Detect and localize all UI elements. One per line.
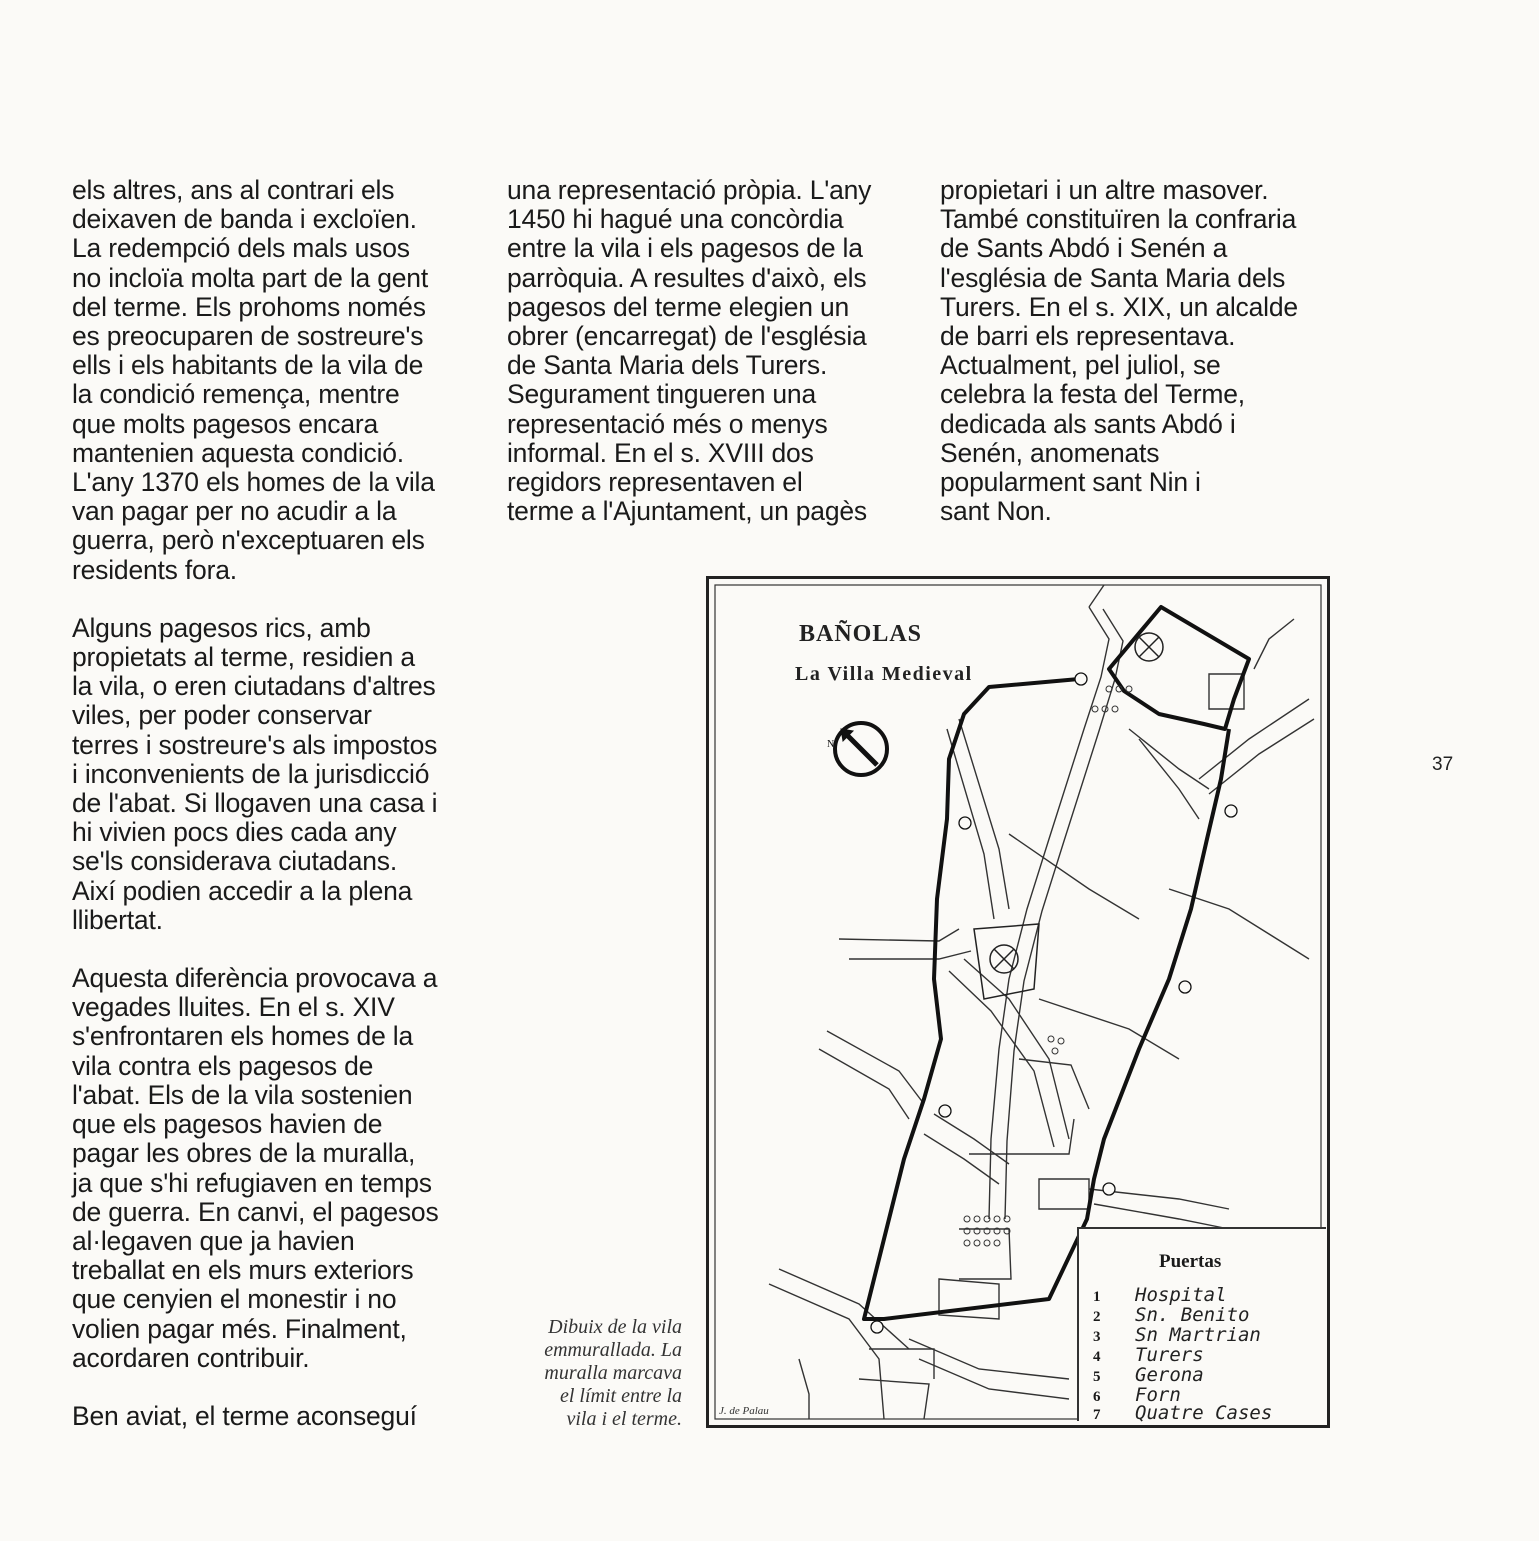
text-line: Alguns pagesos rics, amb [72,612,371,643]
text-column-1 [72,176,482,1460]
text-line: treballat en els murs exteriors [72,1255,414,1286]
text-line: vila contra els pagesos de [72,1050,374,1081]
caption-line: el límit entre la [559,1385,682,1407]
caption-line: muralla marcava [544,1362,682,1384]
legend-number: 7 [1093,1407,1101,1423]
text-line: Ben aviat, el terme aconseguí [72,1400,417,1431]
text-line: ja que s'hi refugiaven en temps [72,1167,432,1198]
text-line: parròquia. A resultes d'això, els [507,262,867,293]
text-line: Turers. En el s. XIX, un alcalde [940,291,1298,322]
text-line: obrer (encarregat) de l'església [507,321,867,352]
map-title: BAÑOLAS [799,621,923,647]
text-line: de Sants Abdó i Senén a [940,233,1228,264]
text-line: de l'abat. Si llogaven una casa i [72,788,438,819]
caption-line: emmurallada. La [544,1339,682,1361]
text-line: terme a l'Ajuntament, un pagès [507,496,867,527]
legend-item [1093,1403,1272,1425]
legend-number: 4 [1093,1349,1101,1365]
text-line: informal. En el s. XVIII dos [507,437,814,468]
text-line: al·legaven que ja havien [72,1225,355,1256]
text-line: viles, per poder conservar [72,700,372,731]
legend-title: Puertas [1159,1251,1222,1272]
text-line: pagesos del terme elegien un [507,291,850,322]
legend-name: Gerona [1135,1364,1204,1386]
text-line: Senén, anomenats [940,437,1160,468]
text-line: llibertat. [72,904,163,935]
text-line: de Santa Maria dels Turers. [507,350,828,381]
text-line: hi vivien pocs dies cada any [72,817,397,848]
paragraph [507,176,912,526]
text-line: es preocuparen de sostreure's [72,321,424,352]
paragraph [72,176,482,585]
text-line: També constituïren la confraria [940,204,1297,235]
map-subtitle: La Villa Medieval [795,663,973,685]
legend-name: Quatre Cases [1135,1402,1273,1424]
medieval-town-map [706,576,1330,1428]
text-column-3 [940,176,1345,555]
text-line: la vila, o eren ciutadans d'altres [72,671,436,702]
text-line: sant Non. [940,496,1052,527]
text-line: regidors representaven el [507,467,803,498]
text-line: representació més o menys [507,408,828,439]
text-line: pagar les obres de la muralla, [72,1138,416,1169]
text-line: de guerra. En canvi, el pagesos [72,1196,439,1227]
text-line: Així podien accedir a la plena [72,875,413,906]
caption-line: Dibuix de la vila [548,1316,682,1338]
text-line: que molts pagesos encara [72,408,379,439]
legend-number: 2 [1093,1309,1101,1325]
text-line: Segurament tingueren una [507,379,817,410]
map-caption [498,1316,682,1431]
text-line: els altres, ans al contrari els [72,175,395,205]
text-line: volien pagar més. Finalment, [72,1313,407,1344]
text-line: La redempció dels mals usos [72,233,410,264]
text-line: L'any 1370 els homes de la vila [72,467,435,498]
text-line: l'església de Santa Maria dels [940,262,1286,293]
text-line: mantenien aquesta condició. [72,437,404,468]
text-line: residents fora. [72,554,237,585]
text-line: deixaven de banda i excloïen. [72,204,417,235]
legend-number: 1 [1093,1289,1101,1305]
text-line: entre la vila i els pagesos de la [507,233,863,264]
text-line: 1450 hi hagué una concòrdia [507,204,844,235]
text-line: ells i els habitants de la vila de [72,350,424,381]
text-column-2 [507,176,912,555]
map-legend [1077,1227,1326,1424]
page-number: 37 [1432,754,1454,775]
text-line: la condició remença, mentre [72,379,400,410]
text-line: l'abat. Els de la vila sostenien [72,1079,413,1110]
text-line: terres i sostreure's als impostos [72,729,438,760]
text-line: propietats al terme, residien a [72,642,415,673]
legend-number: 5 [1093,1369,1101,1385]
text-line: celebra la festa del Terme, [940,379,1245,410]
text-line: s'enfrontaren els homes de la [72,1021,414,1052]
text-line: Aquesta diferència provocava a [72,963,438,994]
legend-number: 6 [1093,1389,1101,1405]
compass-letter: N [827,739,835,750]
text-line: guerra, però n'exceptuaren els [72,525,425,556]
text-line: de barri els representava. [940,321,1236,352]
text-line: i inconvenients de la jurisdicció [72,758,430,789]
legend-name: Forn [1135,1384,1181,1406]
text-line: acordaren contribuir. [72,1342,310,1373]
paragraph [72,964,482,1373]
text-line: no incloïa molta part de la gent [72,262,428,293]
legend-name: Sn Martrian [1135,1324,1261,1346]
caption-line: vila i el terme. [566,1408,682,1430]
legend-name: Sn. Benito [1135,1304,1250,1326]
map-signature: J. de Palau [719,1405,769,1417]
text-line: vegades lluites. En el s. XIV [72,992,395,1023]
text-line: Actualment, pel juliol, se [940,350,1221,381]
text-line: propietari i un altre masover. [940,175,1269,205]
text-line: que els pagesos havien de [72,1109,383,1140]
text-line: que cenyien el monestir i no [72,1284,397,1315]
paragraph [72,614,482,935]
paragraph [940,176,1345,526]
text-line: del terme. Els prohoms només [72,291,426,322]
legend-name: Hospital [1135,1284,1227,1306]
text-line: una representació pròpia. L'any [507,175,872,205]
text-line: van pagar per no acudir a la [72,496,397,527]
paragraph [72,1402,482,1431]
text-line: se'ls considerava ciutadans. [72,846,398,877]
legend-number: 3 [1093,1329,1101,1345]
text-line: popularment sant Nin i [940,467,1201,498]
text-line: dedicada als sants Abdó i [940,408,1236,439]
legend-name: Turers [1135,1344,1204,1366]
